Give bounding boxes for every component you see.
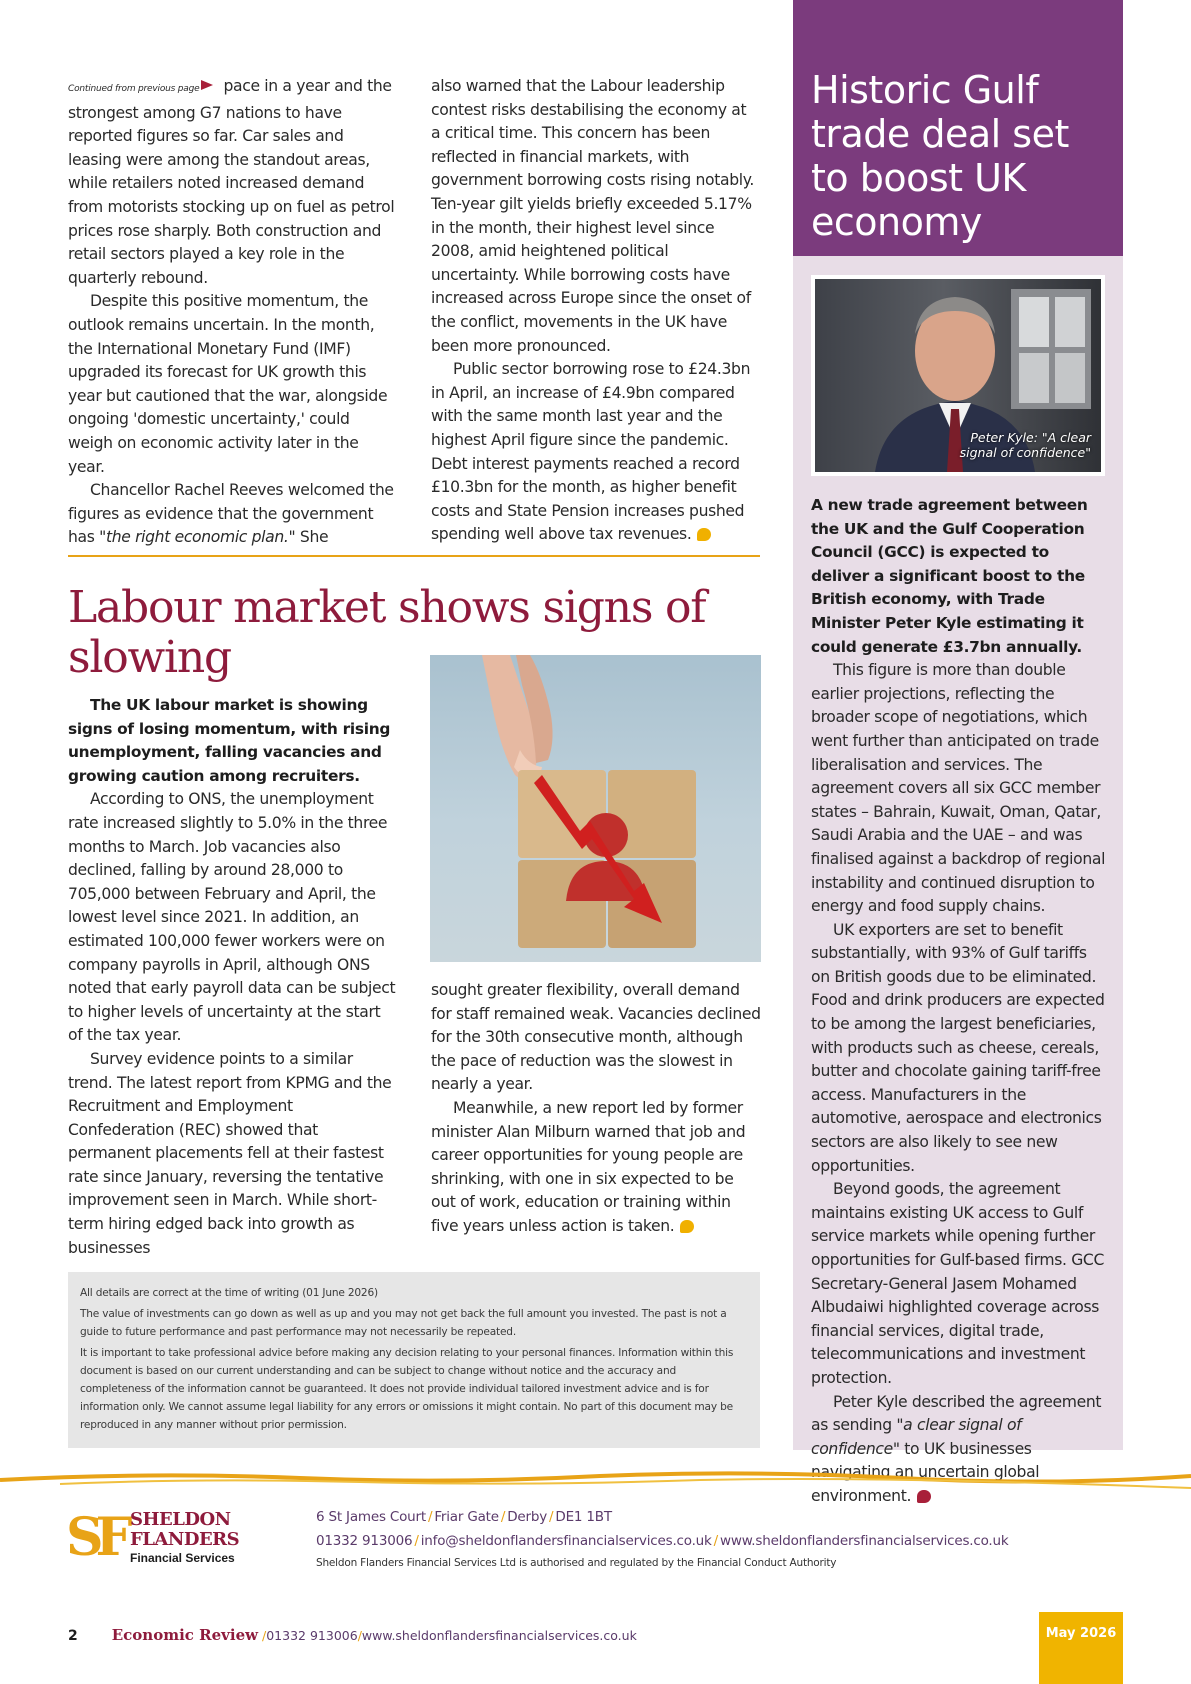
sidebar-photo <box>811 275 1105 476</box>
sidebar-para: Peter Kyle described the agreement as sending "a clear signal of confidence" to UK businesses navigating an uncertain global environment. <box>811 1392 1102 1505</box>
reeves-quote: "the right economic plan." <box>99 528 296 547</box>
sidebar-para: This figure is more than double earlier projections, reflecting the broader scope of negotiations, which went further than anticipated on trade liberalisation and services. The agreement covers all six GCC member states – Bahrain, Kuwait, Oman, Qatar, Saudi Arabia and the UAE – and was finalised against a backdrop of regional instability and continued disruption to energy and food supply chains. <box>811 661 1106 916</box>
sidebar-header <box>793 0 1123 256</box>
continued-arrow-icon <box>201 80 213 90</box>
logo-monogram: SF <box>66 1507 125 1568</box>
regulation-note: Sheldon Flanders Financial Services Ltd is authorised and regulated by the Financial Conduct Authority <box>316 1557 837 1569</box>
sidebar-body <box>811 494 1107 1509</box>
logo-line3: Financial Services <box>130 1551 235 1565</box>
logo-line2: FLANDERS <box>130 1529 240 1550</box>
kyle-quote: "a clear signal of confidence" <box>811 1416 1022 1458</box>
company-logo <box>66 1508 266 1572</box>
photo-caption: Peter Kyle: "A clear signal of confidence" <box>959 430 1091 460</box>
sidebar-title: Historic Gulf trade deal set to boost UK economy <box>811 68 1069 244</box>
article1-col2-para: Public sector borrowing rose to £24.3bn in April, an increase of £4.9bn compared with the same month last year and the highest April figure since the pandemic. Debt interest payments reached a record £10.3bn for the month, as higher benefit costs and State Pension increases pushed spending well above tax revenues. <box>431 360 751 544</box>
article2-col1-para: According to ONS, the unemployment rate increased slightly to 5.0% in the three months to March. Job vacancies also declined, falling by around 28,000 to 705,000 between February and April, the lowest level since 2021. In addition, an estimated 100,000 fewer workers were on company payrolls in April, although ONS noted that early payroll data can be subject to higher levels of uncertainty at the start of the tax year. <box>68 790 396 1045</box>
sidebar-para: Beyond goods, the agreement maintains existing UK access to Gulf service markets while opening further opportunities for Gulf-based firms. GCC Secretary-General Jasem Mohamed Albudaiwi highlighted coverage across financial services, digital trade, telecommunications and investment protection. <box>811 1180 1105 1387</box>
article2-col2-para: Meanwhile, a new report led by former minister Alan Milburn warned that job and career opportunities for young people are shrinking, with one in six expected to be out of work, education or training within five years unless action is taken. <box>431 1098 746 1235</box>
disclaimer-line: The value of investments can go down as well as up and you may not get back the full amount you invested. The past is not a guide to future performance and past performance may not necessarily be repeated. <box>80 1308 727 1338</box>
article1-column-1 <box>68 75 396 550</box>
article1-col2-para: also warned that the Labour leadership contest risks destabilising the economy at a critical time. This concern has been reflected in financial markets, with government borrowing costs rising notably. Ten-year gilt yields briefly exceeded 5.17% in the month, their highest level since 2008, amid heightened political uncertainty. While borrowing costs have increased across Europe since the onset of the conflict, movements in the UK have been more pronounced. <box>431 77 754 355</box>
disclaimer-box <box>68 1272 760 1448</box>
continued-label: Continued from previous page <box>68 84 200 94</box>
company-website-link[interactable]: www.sheldonflandersfinancialservices.co.uk <box>720 1533 1009 1549</box>
footer-phone: 01332 913006 <box>266 1628 358 1643</box>
decorative-wave <box>0 1468 1191 1498</box>
falling-chart-blocks-image <box>430 655 761 962</box>
article2-column-1 <box>68 694 396 1260</box>
article2-col1-para: Survey evidence points to a similar trend. The latest report from KPMG and the Recruitment and Employment Confederation (REC) showed that permanent placements fell at their fastest rate since January, reversing the tentative improvement seen in March. While short-term hiring edged back into growth as businesses <box>68 1049 392 1257</box>
sidebar-para: UK exporters are set to benefit substantially, with 93% of Gulf tariffs on British goods due to be eliminated. Food and drink producers are expected to be among the largest beneficiaries, with products such as cheese, cereals, butter and chocolate gaining tariff-free access. Manufacturers in the automotive, aerospace and electronics sectors are also likely to see new opportunities. <box>811 920 1105 1175</box>
company-email-link[interactable]: info@sheldonflandersfinancialservices.co.uk <box>420 1533 712 1549</box>
article2-col2-para: sought greater flexibility, overall demand for staff remained weak. Vacancies declined for the 30th consecutive month, although the pace of reduction was the slowest in nearly a year. <box>431 981 761 1094</box>
end-of-article-icon <box>680 1220 694 1233</box>
company-phone: 01332 913006 <box>316 1533 413 1549</box>
page-footer: 2 Economic Review /01332 913006/www.sheldonflandersfinancialservices.co.uk <box>68 1626 637 1644</box>
company-address: 6 St James Court / Friar Gate / Derby / DE1 1BT <box>316 1509 612 1525</box>
page-number: 2 <box>68 1628 78 1644</box>
disclaimer-line: It is important to take professional advice before making any decision relating to your personal finances. Information within this document is based on our current understanding and can be subject to change without notice and the accuracy and completeness of the information cannot be guaranteed. It does not provide individual tailored investment advice and is for information only. We cannot assume legal liability for any errors or omissions it might contain. No part of this document may be reproduced in any manner without prior permission. <box>80 1347 734 1431</box>
article2-headline: Labour market shows signs of slowing <box>68 582 706 683</box>
company-contact: 01332 913006 / info@sheldonflandersfinancialservices.co.uk / www.sheldonflandersfinancialservices.co.uk <box>316 1533 1009 1549</box>
disclaimer-line: All details are correct at the time of writing (01 June 2026) <box>80 1287 378 1299</box>
logo-line1: SHELDON <box>130 1509 231 1530</box>
footer-website-link[interactable]: www.sheldonflandersfinancialservices.co.uk <box>361 1628 637 1643</box>
publication-title: Economic Review <box>111 1626 259 1644</box>
issue-date: May 2026 <box>1045 1626 1117 1641</box>
article1-col1-para: Despite this positive momentum, the outlook remains uncertain. In the month, the International Monetary Fund (IMF) upgraded its forecast for UK growth this year but cautioned that the war, alongside ongoing 'domestic uncertainty,' could weigh on economic activity later in the year. <box>68 292 388 476</box>
article1-column-2 <box>431 75 759 547</box>
article1-col1-para: Continued from previous page pace in a year and the strongest among G7 nations to have reported figures so far. Car sales and leasing were among the standout areas, while retailers noted increased demand from motorists stocking up on fuel as petrol prices rose sharply. Both construction and retail sectors played a key role in the quarterly rebound. <box>68 77 395 287</box>
article2-lede: The UK labour market is showing signs of losing momentum, with rising unemployment, falling vacancies and growing caution among recruiters. <box>68 696 391 785</box>
sidebar-lede: A new trade agreement between the UK and the Gulf Cooperation Council (GCC) is expected to deliver a significant boost to the British economy, with Trade Minister Peter Kyle estimating it could generate £3.7bn annually. <box>811 496 1088 656</box>
date-tab <box>1039 1612 1123 1684</box>
article2-column-2 <box>431 979 761 1239</box>
section-divider <box>68 555 760 557</box>
article1-col1-para: Chancellor Rachel Reeves welcomed the figures as evidence that the government has "the right economic plan." She <box>68 481 394 547</box>
article2-photo <box>430 655 761 962</box>
end-of-article-icon <box>697 528 711 541</box>
